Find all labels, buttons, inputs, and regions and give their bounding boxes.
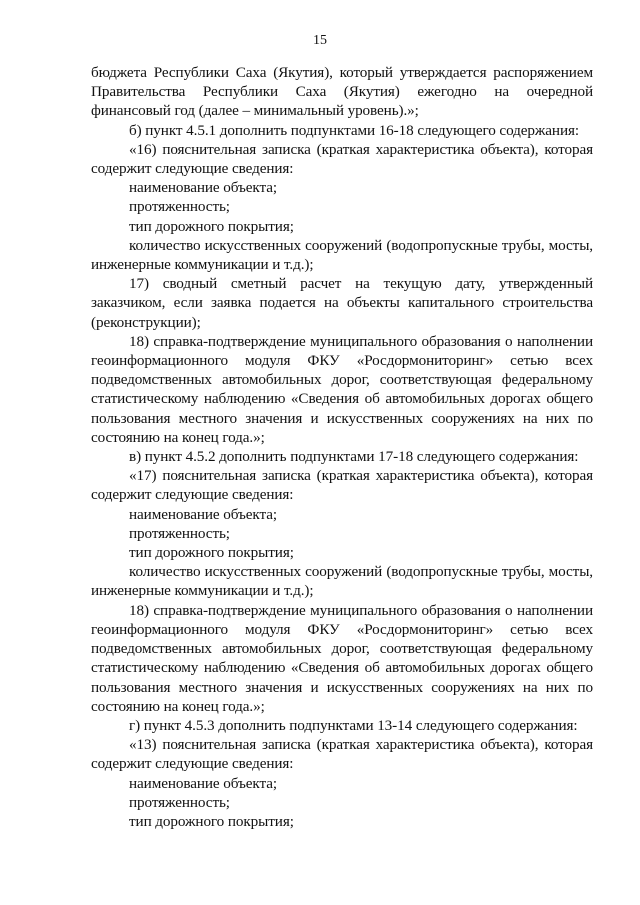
list-item-road-surface: тип дорожного покрытия; bbox=[129, 544, 294, 562]
paragraph-subitem-17-note: «17) пояснительная записка (краткая характеристика объекта), которая содержит следующие сведения: bbox=[91, 467, 593, 504]
list-item-object-name: наименование объекта; bbox=[129, 179, 277, 197]
list-item-length: протяженность; bbox=[129, 524, 230, 542]
list-item-length: протяженность; bbox=[129, 198, 230, 216]
list-item-length: протяженность; bbox=[129, 793, 230, 811]
paragraph-subitem-17: 17) сводный сметный расчет на текущую дату, утвержденный заказчиком, если заявка подается на объекты капитального строительства (реконструкции); bbox=[91, 275, 593, 331]
paragraph-subitem-18: 18) справка-подтверждение муниципального образования о наполнении геоинформационного модуля ФКУ «Росдормониторинг» сетью всех подведомственных автомобильных дорог, соответствующая федеральному статистическому наблюдению «Сведения об автомобильных дорогах общего пользования местного значения и искусственных сооружениях на них по состоянию на конец года.»; bbox=[91, 332, 593, 446]
paragraph-continuation: бюджета Республики Саха (Якутия), который утверждается распоряжением Правительства Республики Саха (Якутия) ежегодно на очередной финансовый год (далее – минимальный уровень).»; bbox=[91, 64, 593, 120]
list-item-object-name: наименование объекта; bbox=[129, 774, 277, 792]
page-number: 15 bbox=[313, 33, 327, 48]
paragraph-item-g: г) пункт 4.5.3 дополнить подпунктами 13-14 следующего содержания: bbox=[129, 716, 578, 734]
document-body bbox=[91, 63, 593, 831]
paragraph-subitem-13: «13) пояснительная записка (краткая характеристика объекта), которая содержит следующие сведения: bbox=[91, 736, 593, 773]
list-item-object-name: наименование объекта; bbox=[129, 505, 277, 523]
list-item-road-surface: тип дорожного покрытия; bbox=[129, 812, 294, 830]
paragraph-subitem-18-certificate: 18) справка-подтверждение муниципального образования о наполнении геоинформационного модуля ФКУ «Росдормониторинг» сетью всех подведомственных автомобильных дорог, соответствующая федеральному статистическому наблюдению «Сведения об автомобильных дорогах общего пользования местного значения и искусственных сооружениях на них по состоянию на конец года.»; bbox=[91, 601, 593, 715]
paragraph-item-v: в) пункт 4.5.2 дополнить подпунктами 17-18 следующего содержания: bbox=[129, 448, 579, 466]
paragraph-item-b: б) пункт 4.5.1 дополнить подпунктами 16-18 следующего содержания: bbox=[129, 121, 579, 139]
paragraph-structures-count: количество искусственных сооружений (водопропускные трубы, мосты, инженерные коммуникации и т.д.); bbox=[91, 236, 593, 274]
paragraph-structures-count: количество искусственных сооружений (водопропускные трубы, мосты, инженерные коммуникации и т.д.); bbox=[91, 563, 593, 600]
list-item-road-surface: тип дорожного покрытия; bbox=[129, 217, 294, 235]
paragraph-subitem-16: «16) пояснительная записка (краткая характеристика объекта), которая содержит следующие сведения: bbox=[91, 140, 593, 178]
